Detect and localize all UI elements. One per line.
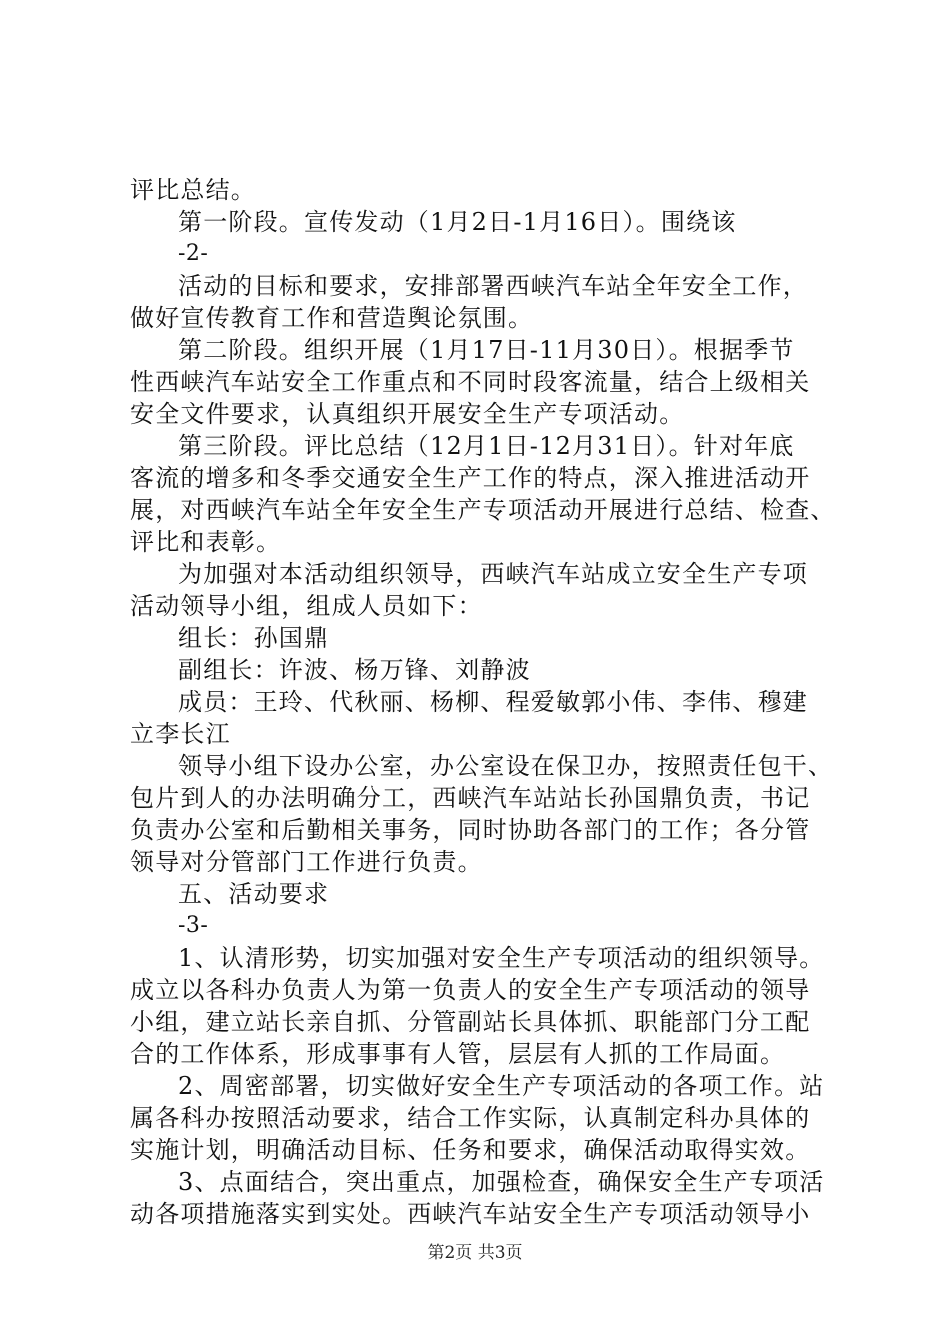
text-line: 成立以各科办负责人为第一负责人的安全生产专项活动的领导 — [130, 976, 811, 1004]
page-number-marker: -3- — [178, 913, 209, 938]
text-line: 评比总结。 — [130, 176, 256, 204]
text-line: 动各项措施落实到实处。西峡汽车站安全生产专项活动领导小 — [130, 1200, 811, 1228]
text-line: 做好宣传教育工作和营造舆论氛围。 — [130, 304, 534, 332]
text-line: 领导对分管部门工作进行负责。 — [130, 848, 483, 876]
text-line: 成员：王玲、代秋丽、杨柳、程爱敏郭小伟、李伟、穆建 — [178, 688, 808, 716]
text-line: 活动领导小组，组成人员如下： — [130, 592, 483, 620]
text-line: 立李长江 — [130, 720, 231, 748]
text-line: 合的工作体系，形成事事有人管，层层有人抓的工作局面。 — [130, 1040, 786, 1068]
text-line: 为加强对本活动组织领导，西峡汽车站成立安全生产专项 — [178, 560, 808, 588]
text-line: 第二阶段。组织开展（1月17日-11月30日）。根据季节 — [178, 336, 795, 364]
text-line: 第三阶段。评比总结（12月1日-12月31日）。针对年底 — [178, 432, 795, 460]
text-line: 2、周密部署，切实做好安全生产专项活动的各项工作。站 — [178, 1072, 825, 1100]
text-line: 第一阶段。宣传发动（1月2日-1月16日）。围绕该 — [178, 208, 737, 236]
text-line: 1、认清形势，切实加强对安全生产专项活动的组织领导。 — [178, 944, 825, 972]
text-line: 属各科办按照活动要求，结合工作实际，认真制定科办具体的 — [130, 1104, 811, 1132]
text-line: 小组，建立站长亲自抓、分管副站长具体抓、职能部门分工配 — [130, 1008, 811, 1036]
text-line: 负责办公室和后勤相关事务，同时协助各部门的工作；各分管 — [130, 816, 811, 844]
text-line: 实施计划，明确活动目标、任务和要求，确保活动取得实效。 — [130, 1136, 811, 1164]
text-line: 副组长：许波、杨万锋、刘静波 — [178, 656, 531, 684]
text-line: 活动的目标和要求，安排部署西峡汽车站全年安全工作， — [178, 272, 808, 300]
page-number-marker: -2- — [178, 241, 209, 266]
text-line: 客流的增多和冬季交通安全生产工作的特点，深入推进活动开 — [130, 464, 811, 492]
text-line: 评比和表彰。 — [130, 528, 282, 556]
text-line: 性西峡汽车站安全工作重点和不同时段客流量，结合上级相关 — [130, 368, 811, 396]
text-line: 领导小组下设办公室，办公室设在保卫办，按照责任包干、 — [178, 752, 834, 780]
section-heading: 五、活动要求 — [178, 880, 330, 908]
text-line: 包片到人的办法明确分工，西峡汽车站站长孙国鼎负责，书记 — [130, 784, 811, 812]
text-line: 展，对西峡汽车站全年安全生产专项活动开展进行总结、检查、 — [130, 496, 836, 524]
text-line: 组长：孙国鼎 — [178, 624, 330, 652]
text-line: 安全文件要求，认真组织开展安全生产专项活动。 — [130, 400, 685, 428]
page-footer: 第2页 共3页 — [427, 1243, 523, 1263]
text-line: 3、点面结合，突出重点，加强检查，确保安全生产专项活 — [178, 1168, 825, 1196]
